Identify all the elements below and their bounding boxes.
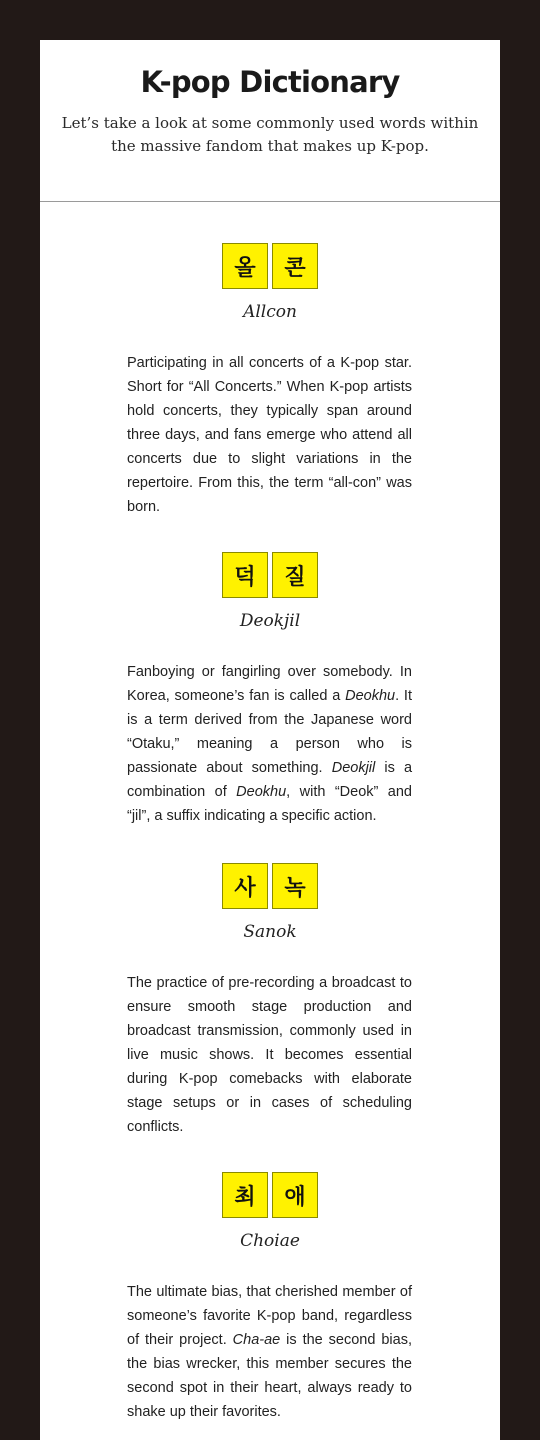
entry-choiae bbox=[40, 1172, 500, 1424]
italic-term: Deokhu bbox=[236, 784, 287, 800]
description-text: is a combination of bbox=[127, 760, 413, 800]
term-description bbox=[127, 1280, 412, 1424]
hangul-tile: 사 bbox=[222, 863, 268, 909]
dictionary-page bbox=[40, 40, 500, 1440]
romanized-term: Sanok bbox=[243, 922, 297, 942]
hangul-tile: 덕 bbox=[222, 552, 268, 598]
page-subtitle: Let’s take a look at some commonly used words within the massive fandom that makes up K-pop. bbox=[61, 114, 479, 155]
page-header bbox=[40, 40, 500, 202]
description-text: , with “Deok” and “jil”, a suffix indicating a specific action. bbox=[127, 784, 412, 824]
term-description bbox=[127, 351, 412, 519]
hangul-tiles bbox=[40, 1172, 500, 1218]
italic-term: Deokjil bbox=[331, 760, 376, 776]
hangul-tile: 콘 bbox=[272, 243, 318, 289]
italic-term: Deokhu bbox=[345, 688, 396, 704]
description-text: The ultimate bias, that cherished member of someone’s favorite K-pop band, regardless of their project. bbox=[127, 1284, 412, 1348]
term-description bbox=[127, 660, 412, 828]
description-text: . It is a term derived from the Japanese word “Otaku,” meaning a person who is passionate about something. bbox=[127, 688, 412, 776]
description-text: Participating in all concerts of a K-pop star. Short for “All Concerts.” When K-pop artists hold concerts, they typically span around three days, and fans emerge who attend all concerts due to slight variations in the repertoire. From this, the term “all-con” was born. bbox=[127, 355, 412, 515]
italic-term: Cha-ae bbox=[232, 1332, 281, 1348]
romanized-term: Allcon bbox=[243, 302, 297, 322]
hangul-tiles bbox=[40, 243, 500, 289]
description-text: The practice of pre-recording a broadcast to ensure smooth stage production and broadcast transmission, commonly used in live music shows. It becomes essential during K-pop comebacks with elaborate stage setups or in cases of scheduling conflicts. bbox=[127, 975, 412, 1135]
description-text: Fanboying or fangirling over somebody. In Korea, someone’s fan is called a bbox=[127, 664, 412, 704]
entry-allcon bbox=[40, 243, 500, 519]
hangul-tile: 녹 bbox=[272, 863, 318, 909]
romanized-term: Deokjil bbox=[239, 611, 301, 631]
page-title: K-pop Dictionary bbox=[140, 65, 400, 99]
hangul-tile: 올 bbox=[222, 243, 268, 289]
entry-sanok bbox=[40, 863, 500, 1139]
hangul-tile: 애 bbox=[272, 1172, 318, 1218]
hangul-tiles bbox=[40, 863, 500, 909]
term-description bbox=[127, 971, 412, 1139]
romanized-term: Choiae bbox=[240, 1231, 300, 1251]
hangul-tile: 질 bbox=[272, 552, 318, 598]
description-text: is the second bias, the bias wrecker, this member secures the second spot in their heart, always ready to shake up their favorites. bbox=[127, 1332, 412, 1420]
hangul-tile: 최 bbox=[222, 1172, 268, 1218]
hangul-tiles bbox=[40, 552, 500, 598]
entry-deokjil bbox=[40, 552, 500, 828]
